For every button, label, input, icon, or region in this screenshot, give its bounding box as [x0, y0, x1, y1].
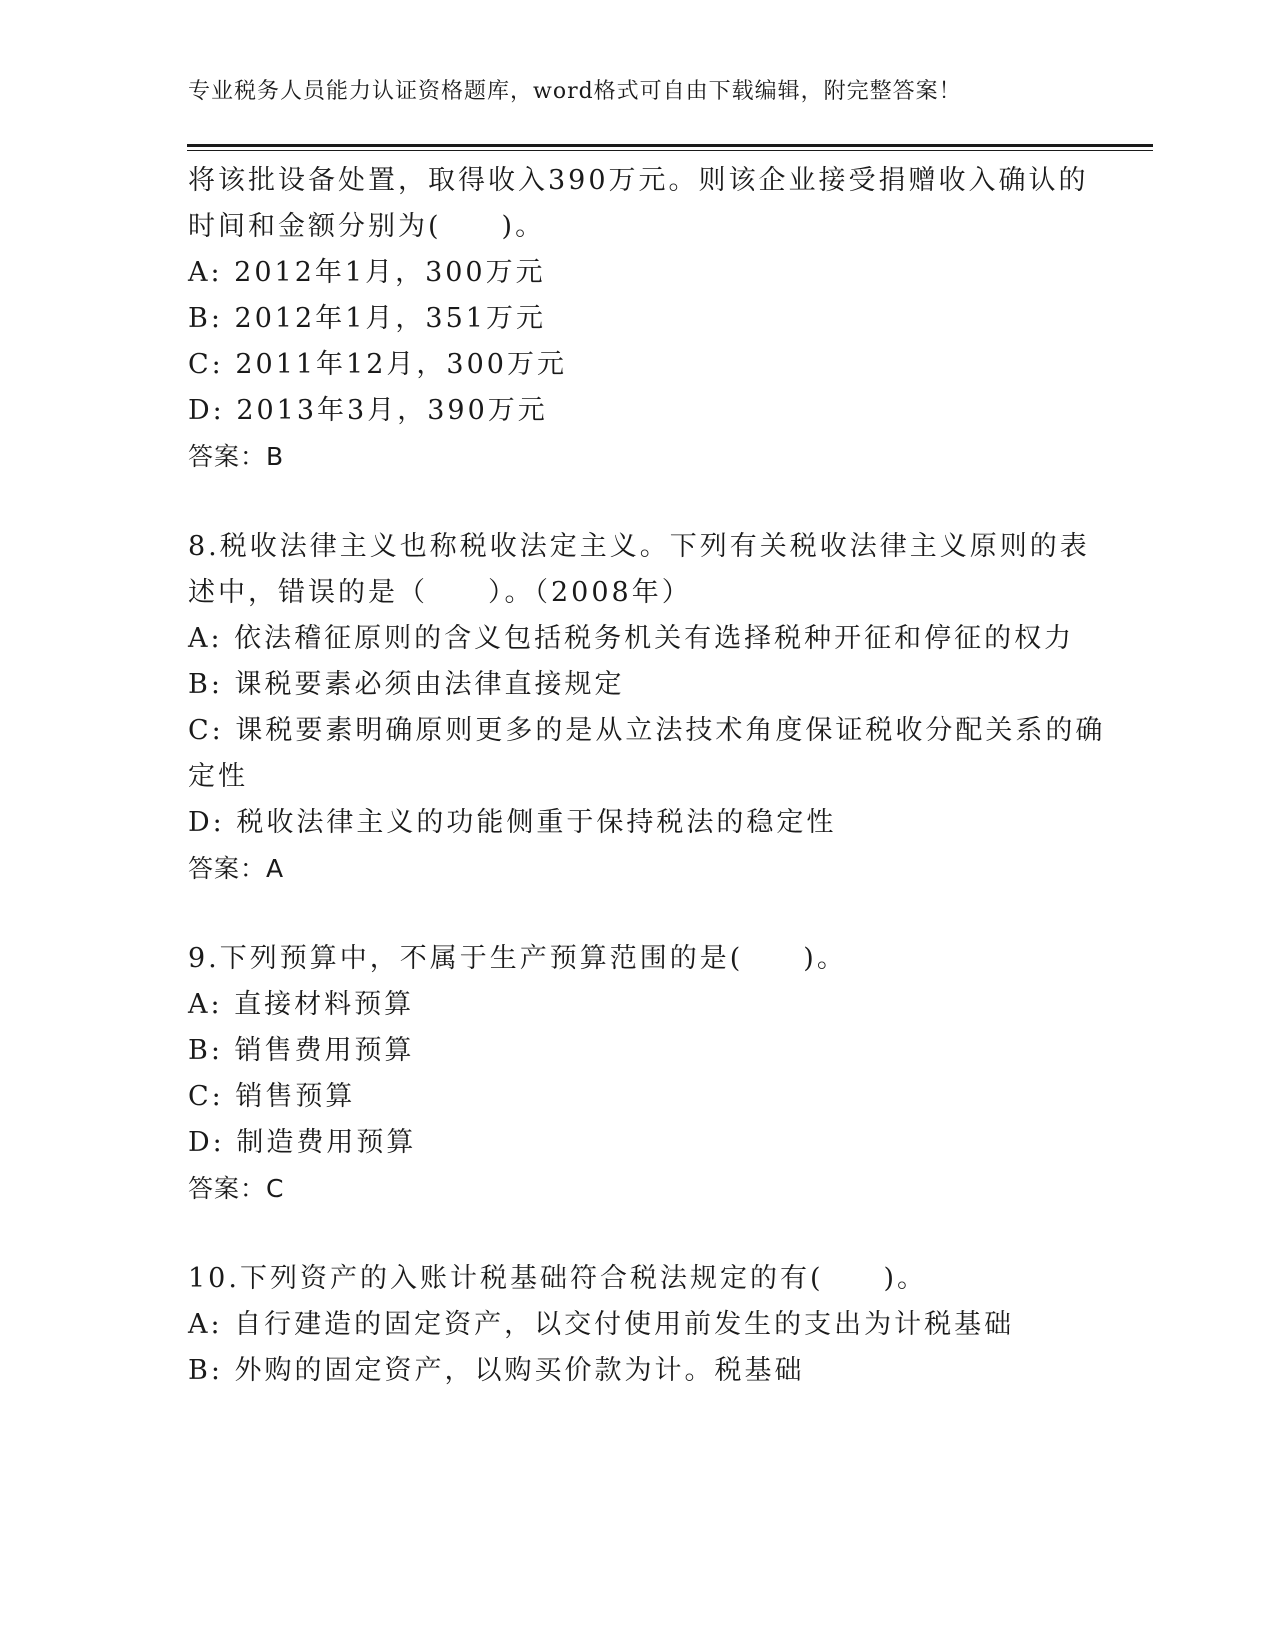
- question-text: 9.下列预算中，不属于生产预算范围的是( )。: [188, 943, 847, 974]
- option-b: B: 课税要素必须由法律直接规定: [188, 669, 625, 700]
- question-8: [188, 524, 1106, 892]
- option-b: B: 销售费用预算: [188, 1035, 415, 1066]
- option-c-continued: 定性: [188, 761, 248, 792]
- option-d: D: 2013年3月，390万元: [188, 395, 548, 426]
- option-c: C: 课税要素明确原则更多的是从立法技术角度保证税收分配关系的确: [188, 715, 1106, 746]
- option-a: A: 直接材料预算: [188, 989, 415, 1020]
- option-d: D: 税收法律主义的功能侧重于保持税法的稳定性: [188, 807, 837, 838]
- option-a: A: 2012年1月，300万元: [188, 257, 546, 288]
- spacer: [188, 1212, 1088, 1256]
- document-body: [188, 158, 1106, 1394]
- header-rule-thick: [187, 144, 1153, 147]
- spacer: [188, 480, 1088, 524]
- question-text: 时间和金额分别为( )。: [188, 211, 546, 242]
- question-10: [188, 1256, 1088, 1394]
- question-text: 述中，错误的是（ ）。（2008年）: [188, 577, 692, 608]
- option-b: B: 2012年1月，351万元: [188, 303, 546, 334]
- question-9: [188, 936, 1088, 1212]
- header-rule-thin: [187, 150, 1153, 151]
- question-text: 将该批设备处置，取得收入390万元。则该企业接受捐赠收入确认的: [188, 165, 1089, 196]
- answer: 答案：B: [188, 442, 285, 471]
- option-a: A: 依法稽征原则的含义包括税务机关有选择税种开征和停征的权力: [188, 623, 1075, 654]
- option-c: C: 销售预算: [188, 1081, 356, 1112]
- page-header: 专业税务人员能力认证资格题库，word格式可自由下载编辑，附完整答案！: [188, 79, 962, 104]
- spacer: [188, 892, 1088, 936]
- option-b: B: 外购的固定资产，以购买价款为计。税基础: [188, 1355, 805, 1386]
- option-c: C: 2011年12月，300万元: [188, 349, 567, 380]
- option-d: D: 制造费用预算: [188, 1127, 417, 1158]
- question-7: [188, 158, 1088, 480]
- question-text: 8.税收法律主义也称税收法定主义。下列有关税收法律主义原则的表: [188, 531, 1090, 562]
- answer: 答案：A: [188, 854, 285, 883]
- option-a: A: 自行建造的固定资产，以交付使用前发生的支出为计税基础: [188, 1309, 1015, 1340]
- question-text: 10.下列资产的入账计税基础符合税法规定的有( )。: [188, 1263, 928, 1294]
- answer: 答案：C: [188, 1174, 285, 1203]
